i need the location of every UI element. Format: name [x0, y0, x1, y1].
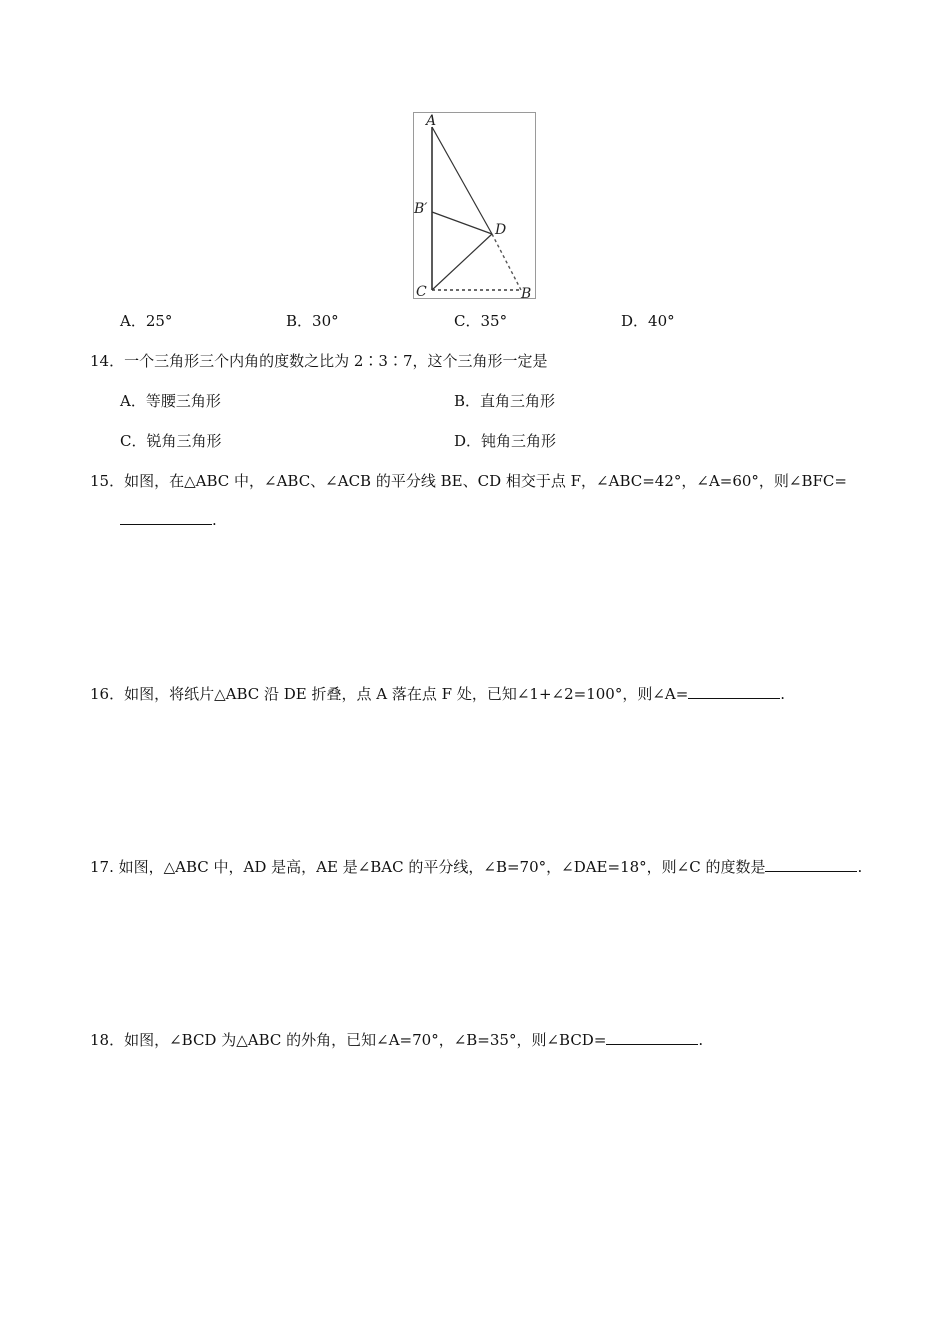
q15-tail: .: [212, 511, 217, 529]
q18-tail: .: [698, 1031, 704, 1049]
q15-answer-blank[interactable]: [120, 510, 212, 525]
q16-answer-blank[interactable]: [688, 684, 780, 699]
segment-DB-dashed: [492, 234, 521, 290]
q16-text: 16．如图，将纸片△ABC 沿 DE 折叠，点 A 落在点 F 处，已知∠1+∠2=100°，则∠A=: [90, 685, 689, 703]
q14-text: 14．一个三角形三个内角的度数之比为 2∶3∶7，这个三角形一定是: [90, 352, 548, 370]
q13-option-a: A．25°: [120, 312, 173, 330]
segment-CD: [432, 234, 492, 290]
q16-line: [90, 684, 785, 704]
q18-text: 18．如图，∠BCD 为△ABC 的外角，已知∠A=70°，∠B=35°，则∠BCD=: [90, 1031, 607, 1049]
figure-13: [413, 112, 536, 299]
q17-text: 17. 如图，△ABC 中，AD 是高，AE 是∠BAC 的平分线，∠B=70°，∠DAE=18°，则∠C 的度数是: [90, 858, 766, 876]
segment-AD: [432, 127, 492, 234]
segment-BpD: [432, 212, 492, 234]
q14-option-c: C．锐角三角形: [120, 432, 222, 450]
q17-line: [90, 857, 862, 877]
q16-tail: .: [780, 685, 786, 703]
label-B: B: [521, 286, 532, 299]
q15-answer-line: [120, 510, 217, 530]
label-C: C: [416, 284, 427, 299]
label-D: D: [495, 222, 507, 238]
q18-line: [90, 1030, 703, 1050]
q17-tail: .: [857, 858, 863, 876]
q14-option-a: A．等腰三角形: [120, 392, 221, 410]
q13-option-b: B．30°: [286, 312, 339, 330]
q14-option-d: D．钝角三角形: [454, 432, 557, 450]
label-B-prime: B′: [414, 201, 428, 217]
q17-answer-blank[interactable]: [765, 857, 857, 872]
q18-answer-blank[interactable]: [606, 1030, 698, 1045]
label-A: A: [426, 113, 437, 129]
q13-option-c: C．35°: [454, 312, 508, 330]
q14-option-b: B．直角三角形: [454, 392, 556, 410]
q15-text: 15．如图，在△ABC 中，∠ABC、∠ACB 的平分线 BE、CD 相交于点 F，∠ABC=42°，∠A=60°，则∠BFC=: [90, 472, 847, 490]
q13-option-d: D．40°: [621, 312, 675, 330]
